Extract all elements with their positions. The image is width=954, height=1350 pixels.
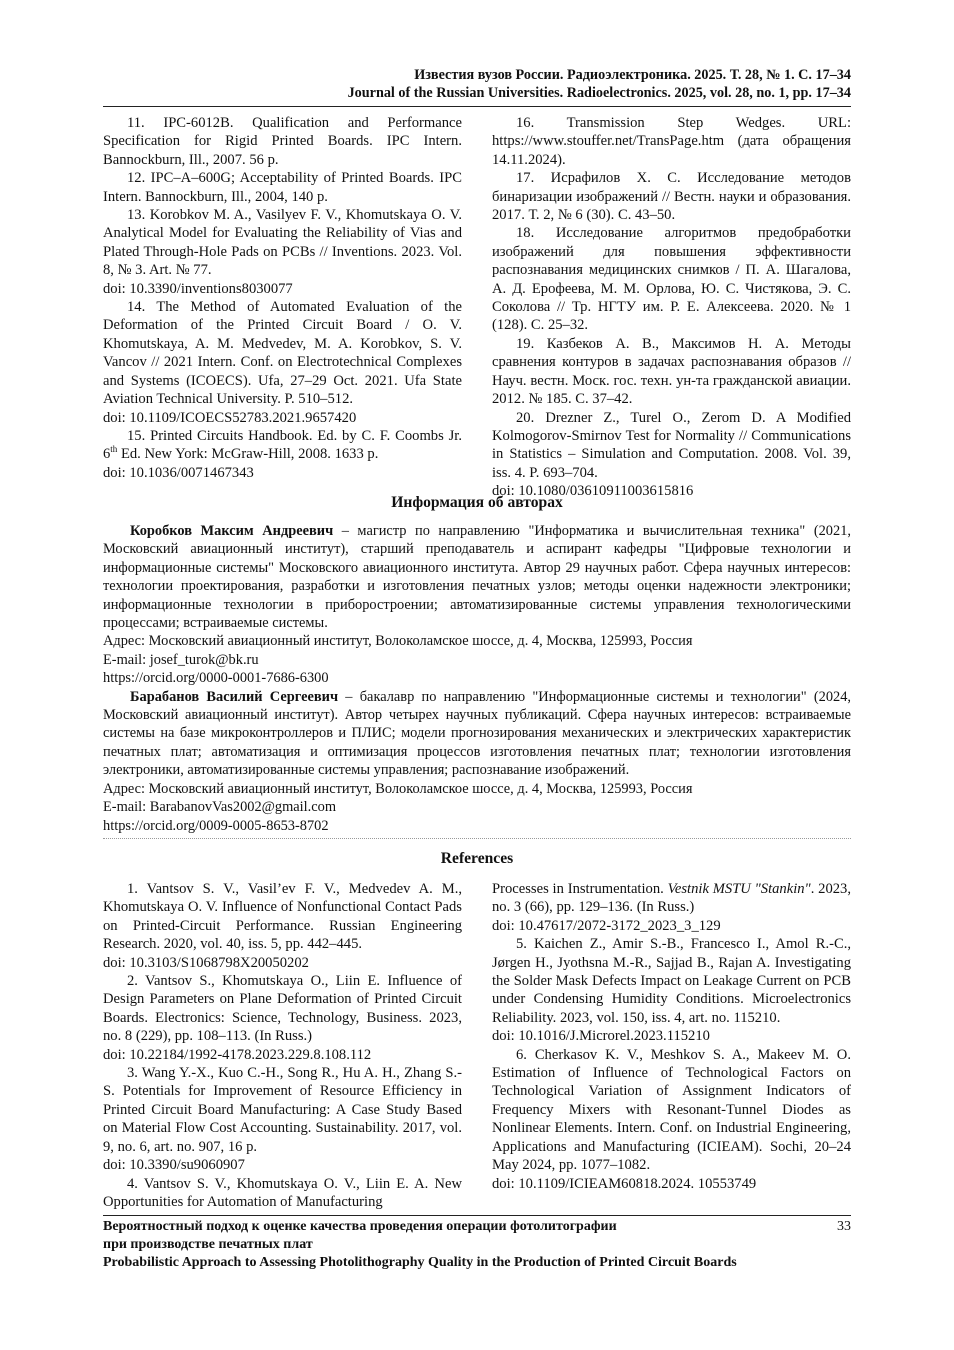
author-name: Коробков Максим Андреевич (130, 523, 334, 539)
reference-item: 3. Wang Y.-X., Kuo C.-H., Song R., Hu A. H., Zhang S.-S. Potentials for Improvement of Resource Efficiency in Printed Circuit Board Manufacturing: A Case Study Based on Material Flow Cost Accounting. Sustainability. 2017, vol. 9, no. 6, art. no. 907, 16 p. (103, 1065, 462, 1155)
footer-title-en: Probabilistic Approach to Assessing Photolithography Quality in the Production of Printed Circuit Boards (103, 1255, 737, 1271)
reference-item: 4. Vantsov S. V., Khomutskaya O. V., Liin E. A. New Opportunities for Automation of Manufacturing (103, 1175, 462, 1210)
reference-item: 12. IPC–A–600G; Acceptability of Printed Boards. IPC Intern. Bannockburn, Ill., 2004, 140 p. (103, 170, 462, 205)
author-bio (103, 522, 851, 632)
header-ru: Известия вузов России. Радиоэлектроника. 2025. Т. 28, № 1. С. 17–34 (414, 67, 851, 83)
ref-text: . 2023, no. 3 (66), pp. 129–136. (In Russ.) (492, 881, 851, 916)
reference-doi: doi: 10.1080/03610911003615816 (492, 483, 694, 500)
reference-item: 13. Korobkov M. A., Vasilyev F. V., Khomutskaya O. V. Analytical Model for Evaluating the Reliability of Vias and Plated Through-Hole Pads on PCBs // Inventions. 2023. Vol. 8, № 3. Art. № 77. (103, 207, 462, 279)
reference-item: 1. Vantsov S. V., Vasil’ev F. V., Medvedev A. M., Khomutskaya O. V. Influence of Nonfunctional Contact Pads on Printed-Circuit Performance. Russian Engineering Research. 2020, vol. 40, iss. 5, pp. 442–445. (103, 881, 462, 953)
reference-item: 2. Vantsov S., Khomutskaya O., Liin E. Influence of Design Parameters on Plane Deformation of Printed Circuit Boards. Electronics: Science, Technology, Business. 2023, no. 8 (229), pp. 108–113. (In Russ.) (103, 973, 462, 1045)
reference-item: 19. Казбеков А. В., Максимов Н. А. Методы сравнения контуров в задачах распознавания образов // Науч. вестн. Моск. гос. техн. ун-та гражданской авиации. 2012. № 185. С. 37–42. (492, 335, 851, 408)
references-left-column (103, 880, 462, 1211)
running-header (348, 66, 851, 102)
ref-text: Ed. New York: McGraw-Hill, 2008. 1633 p. (117, 446, 379, 463)
reference-doi: doi: 10.3103/S1068798X20050202 (103, 954, 309, 971)
page-number: 33 (837, 1219, 851, 1234)
author-bio (103, 688, 851, 780)
author-orcid: https://orcid.org/0000-0001-7686-6300 (103, 670, 329, 687)
reference-item: 18. Исследование алгоритмов предобработки изображений для повышения эффективности распознавания медицинских снимков / П. А. Шагалова, А. Д. Ерофеева, М. М. Орлова, Ю. С. Чистякова, Э. С. Соколова // Тр. НГТУ им. Р. Е. Алексеева. 2020. № 1 (128). С. 25–32. (492, 225, 851, 334)
reference-doi: doi: 10.1109/ICOECS52783.2021.9657420 (103, 409, 357, 426)
reference-doi: doi: 10.1036/0071467343 (103, 464, 254, 481)
author-bio-text: – магистр по направлению "Информатика и вычислительная техника" (2021, Московский авиационный институт), старший преподаватель и аспирант кафедры "Цифровые технологии и информационные системы" Московского авиационного института. Автор 29 научных работ. Сфера научных интересов: технологии проектирования, разработки и изготовления печатных узлов; методы оценки надежности электроники; информационные технологии в приборостроении; автоматизированные системы управления технологическими процессами; встраиваемые системы. (103, 523, 851, 632)
authors-info (103, 522, 851, 835)
reference-item: 6. Cherkasov K. V., Meshkov S. A., Makeev M. O. Estimation of Influence of Technological Factors on Technological Variation of Assignment Indicators of Frequency Mixers with Resonant-Tunnel Diodes as Nonlinear Elements. Intern. Conf. on Industrial Engineering, Applications and Manufacturing (ICIEAM). Sochi, 20–24 May 2024, pp. 1077–1082. (492, 1046, 851, 1174)
reference-doi: doi: 10.3390/inventions8030077 (103, 280, 293, 297)
reference-item: 16. Transmission Step Wedges. URL: https://www.stouffer.net/TransPage.htm (дата обращения 14.11.2024). (492, 115, 851, 168)
references-section-title: References (440, 850, 514, 867)
reference-continuation (492, 880, 851, 917)
reference-item: 17. Исрафилов Х. С. Исследование методов бинаризации изображений // Вестн. науки и образования. 2017. Т. 2, № 6 (30). С. 43–50. (492, 170, 851, 224)
footer-title-ru: Вероятностный подход к оценке качества проведения операции фотолитографии (103, 1219, 617, 1234)
header-en: Journal of the Russian Universities. Radioelectronics. 2025, vol. 28, no. 1, pp. 17–34 (347, 85, 851, 101)
refs-right-column (492, 114, 851, 501)
reference-doi: doi: 10.22184/1992-4178.2023.229.8.108.112 (103, 1046, 372, 1063)
refs-left-column (103, 114, 462, 482)
ref-superscript: th (110, 444, 118, 455)
reference-item: 14. The Method of Automated Evaluation of the Deformation of the Printed Circuit Board / O. V. Khomutskaya, A. M. Medvedev, M. A. Korobkov, S. V. Vancov // 2021 Intern. Conf. on Electrotechnical Complexes and Systems (ICOECS). Ufa, 27–29 Oct. 2021. Ufa State Aviation Technical University. P. 510–512. (103, 299, 462, 408)
reference-doi: doi: 10.1109/ICIEAM60818.2024. 10553749 (492, 1175, 757, 1192)
reference-doi: doi: 10.47617/2072-3172_2023_3_129 (492, 917, 721, 934)
author-bio-text: – бакалавр по направлению "Информационные системы и технологии" (2024, Московский авиационный институт). Автор четырех научных публикаций. Сфера научных интересов: встраиваемые системы на базе микроконтроллеров и ПЛИС; модели прогнозирования механических и электрических характеристик печатных плат; автоматизация и оптимизация процессов изготовления печатных плат; технологии изготовления электроники, автоматизированные системы управления; распознавание изображений. (103, 688, 851, 779)
reference-item: 5. Kaichen Z., Amir S.-B., Francesco I., Amol R.-C., Jørgen H., Jyothsna M.-R., Sajjad B., Rajan A. Investigating the Solder Mask Defects Impact on Leakage Current on PCB under Condensing Humidity Conditions. Microelectronics Reliability. 2023, vol. 150, iss. 4, art. no. 115210. (492, 936, 851, 1026)
journal-title: Vestnik MSTU "Stankin" (667, 881, 811, 897)
author-email: E-mail: BarabanovVas2002@gmail.com (103, 799, 337, 816)
references-right-column (492, 880, 851, 1193)
author-address: Адрес: Московский авиационный институт, Волоколамское шоссе, д. 4, Москва, 125993, Россия (103, 780, 693, 797)
reference-item: 20. Drezner Z., Turel O., Zerom D. A Modified Kolmogorov-Smirnov Test for Normality // Communications in Statistics – Simulation and Computation. 2008. Vol. 39, iss. 4. P. 693–704. (492, 409, 851, 481)
footer-title-ru-cont: при производстве печатных плат (103, 1237, 313, 1253)
authors-section-title: Информация об авторах (391, 494, 563, 511)
author-name: Барабанов Василий Сергеевич (130, 688, 339, 705)
section-divider (103, 838, 851, 839)
author-email: E-mail: josef_turok@bk.ru (103, 651, 259, 668)
header-rule (103, 106, 851, 107)
reference-doi: doi: 10.3390/su9060907 (103, 1157, 245, 1174)
running-footer (103, 1218, 851, 1273)
reference-doi: doi: 10.1016/J.Microrel.2023.115210 (492, 1028, 710, 1045)
author-orcid: https://orcid.org/0009-0005-8653-8702 (103, 817, 329, 834)
author-address: Адрес: Московский авиационный институт, Волоколамское шоссе, д. 4, Москва, 125993, Россия (103, 633, 693, 650)
ref-text: Processes in Instrumentation. (492, 881, 668, 897)
ref-text: 15. Printed Circuits Handbook. Ed. by C. F. Coombs Jr. 6 (103, 427, 462, 463)
reference-item: 11. IPC-6012B. Qualification and Performance Specification for Rigid Printed Boards. IPC Intern. Bannockburn, Ill., 2007. 56 p. (103, 115, 462, 168)
footer-rule (103, 1215, 851, 1216)
reference-item (103, 427, 462, 464)
